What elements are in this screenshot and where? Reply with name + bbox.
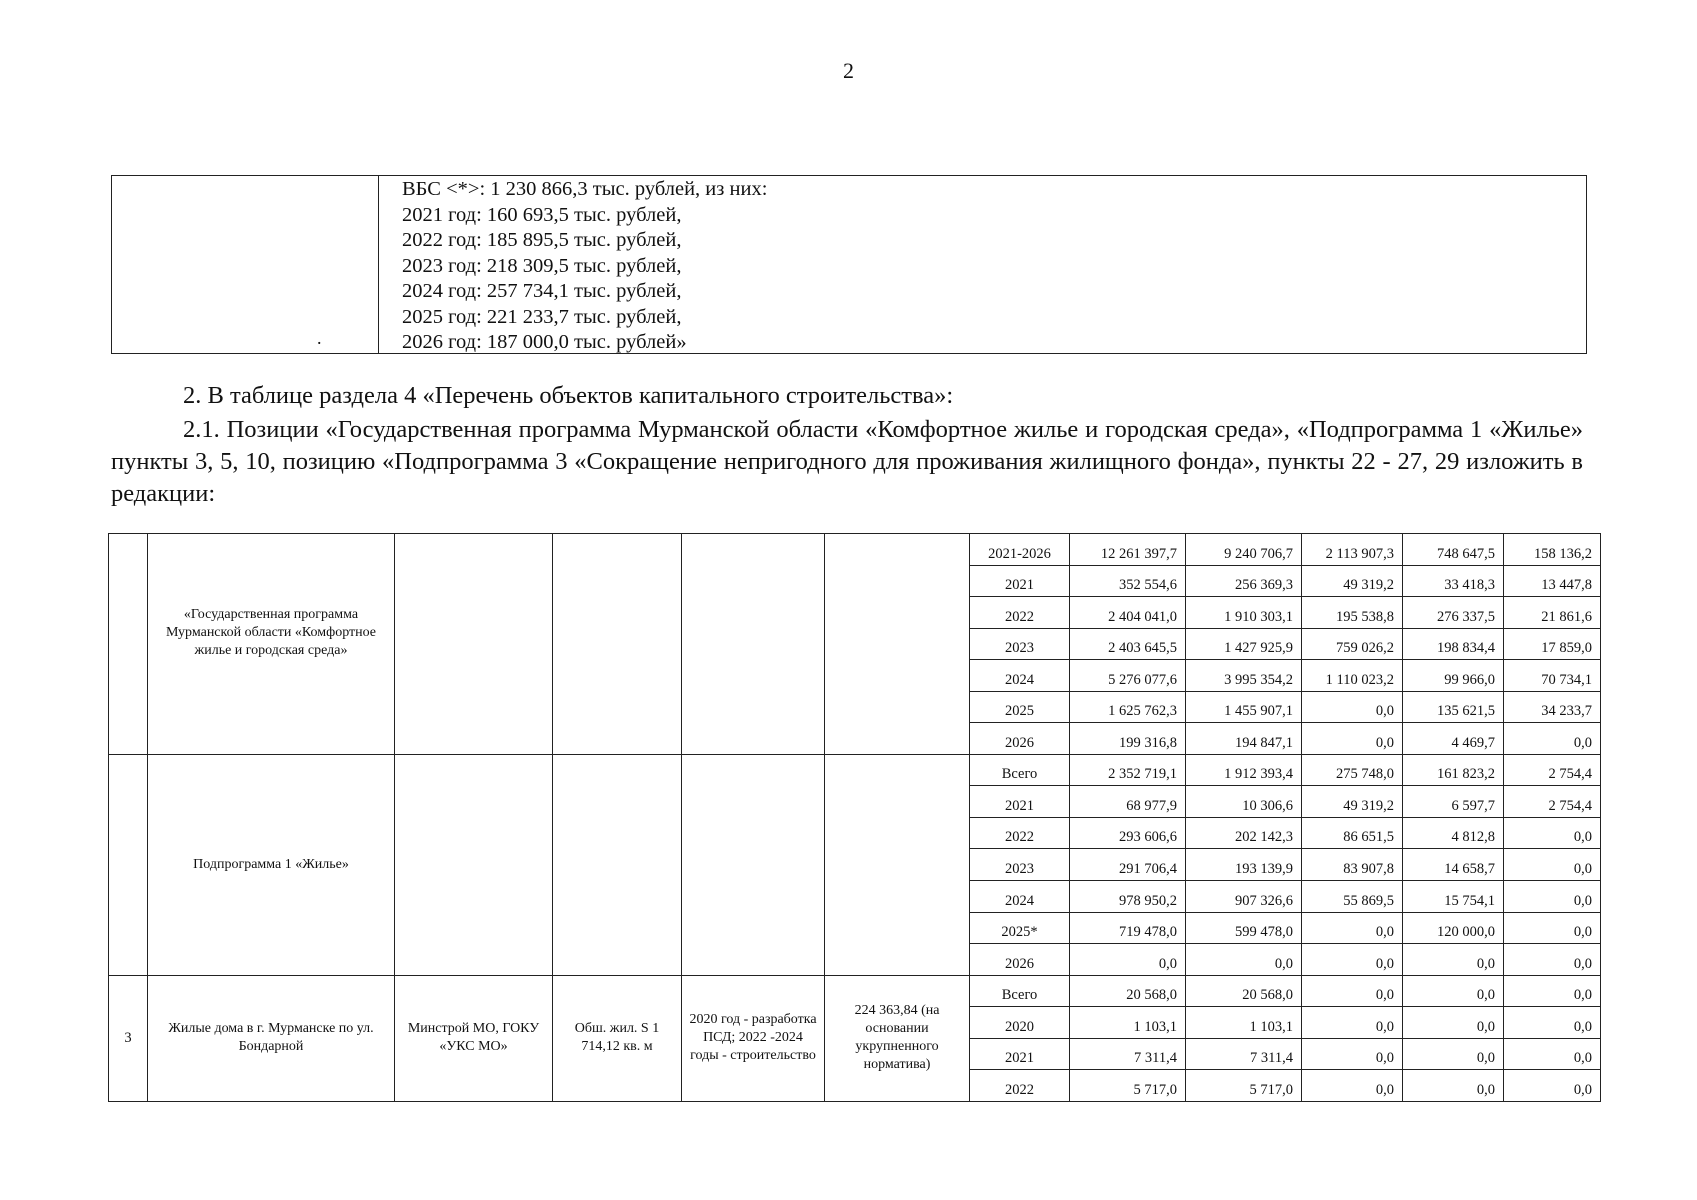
year-cell: Всего (970, 975, 1070, 1007)
amount-cell: 99 966,0 (1403, 660, 1504, 692)
row-number-cell (109, 534, 148, 755)
year-cell: 2022 (970, 597, 1070, 629)
amount-cell: 0,0 (1504, 723, 1601, 755)
page-number: 2 (843, 58, 854, 83)
amount-cell: 1 912 393,4 (1186, 754, 1302, 786)
amount-cell: 0,0 (1403, 975, 1504, 1007)
capacity-cell: Обш. жил. S 1 714,12 кв. м (553, 975, 682, 1101)
amount-cell: 198 834,4 (1403, 628, 1504, 660)
amount-cell: 10 306,6 (1186, 786, 1302, 818)
row-number-cell (109, 754, 148, 975)
amount-cell: 907 326,6 (1186, 881, 1302, 913)
funding-line: 2022 год: 185 895,5 тыс. рублей, (402, 229, 682, 251)
amount-cell: 193 139,9 (1186, 849, 1302, 881)
amount-cell: 2 754,4 (1504, 754, 1601, 786)
amount-cell: 0,0 (1302, 691, 1403, 723)
amount-cell: 0,0 (1504, 1070, 1601, 1102)
funding-line: 2021 год: 160 693,5 тыс. рублей, (402, 203, 682, 226)
amount-cell: 0,0 (1504, 975, 1601, 1007)
year-cell: 2025 (970, 691, 1070, 723)
paragraph-2: 2. В таблице раздела 4 «Перечень объектов капитального строительства»: (183, 382, 954, 409)
amount-cell: 1 910 303,1 (1186, 597, 1302, 629)
amount-cell: 0,0 (1504, 912, 1601, 944)
amount-cell: 7 311,4 (1186, 1038, 1302, 1070)
year-cell: 2020 (970, 1007, 1070, 1039)
amount-cell: 86 651,5 (1302, 817, 1403, 849)
amount-cell: 6 597,7 (1403, 786, 1504, 818)
period-cell: 2020 год - разработка ПСД; 2022 -2024 годы - строительство (682, 975, 825, 1101)
amount-cell: 1 103,1 (1070, 1007, 1186, 1039)
amount-cell: 5 717,0 (1186, 1070, 1302, 1102)
amount-cell: 0,0 (1186, 944, 1302, 976)
amount-cell: 7 311,4 (1070, 1038, 1186, 1070)
year-cell: 2024 (970, 881, 1070, 913)
funding-line: 2025 год: 221 233,7 тыс. рублей, (402, 305, 682, 328)
amount-cell: 0,0 (1302, 975, 1403, 1007)
year-cell: Всего (970, 754, 1070, 786)
amount-cell: 199 316,8 (1070, 723, 1186, 755)
amount-cell: 70 734,1 (1504, 660, 1601, 692)
paragraph-2-1: 2.1. Позиции «Государственная программа Мурманской области «Комфортное жилье и городская среда», «Подпрограмма 1 «Жилье» пункты 3, 5, 10, позицию «Подпрограмма 3 «Сокращение непригодного для проживания жилищного фонда», пункты 22 - 27, 29 изложить в редакции: (111, 416, 1583, 507)
year-cell: 2021 (970, 565, 1070, 597)
amount-cell: 1 455 907,1 (1186, 691, 1302, 723)
period-cell (682, 754, 825, 975)
table-row (109, 534, 1601, 566)
object-name-cell: Жилые дома в г. Мурманске по ул. Бондарной (148, 975, 395, 1101)
capital-construction-table (108, 533, 1601, 1102)
amount-cell: 978 950,2 (1070, 881, 1186, 913)
amount-cell: 135 621,5 (1403, 691, 1504, 723)
amount-cell: 49 319,2 (1302, 786, 1403, 818)
amount-cell: 4 812,8 (1403, 817, 1504, 849)
amount-cell: 0,0 (1504, 1038, 1601, 1070)
capacity-cell (553, 754, 682, 975)
year-cell: 2023 (970, 628, 1070, 660)
cost-cell: 224 363,84 (на основании укрупненного норматива) (825, 975, 970, 1101)
amount-cell: 1 103,1 (1186, 1007, 1302, 1039)
amount-cell: 21 861,6 (1504, 597, 1601, 629)
amount-cell: 0,0 (1403, 944, 1504, 976)
amount-cell: 0,0 (1302, 1007, 1403, 1039)
year-cell: 2026 (970, 944, 1070, 976)
object-name-cell: Подпрограмма 1 «Жилье» (148, 754, 395, 975)
amount-cell: 599 478,0 (1186, 912, 1302, 944)
amount-cell: 0,0 (1302, 723, 1403, 755)
amount-cell: 276 337,5 (1403, 597, 1504, 629)
amount-cell: 275 748,0 (1302, 754, 1403, 786)
amount-cell: 0,0 (1302, 1070, 1403, 1102)
amount-cell: 17 859,0 (1504, 628, 1601, 660)
amount-cell: 759 026,2 (1302, 628, 1403, 660)
executor-cell (395, 534, 553, 755)
year-cell: 2026 (970, 723, 1070, 755)
year-cell: 2024 (970, 660, 1070, 692)
amount-cell: 158 136,2 (1504, 534, 1601, 566)
amount-cell: 5 276 077,6 (1070, 660, 1186, 692)
funding-left-cell (112, 176, 379, 353)
amount-cell: 0,0 (1302, 912, 1403, 944)
amount-cell: 352 554,6 (1070, 565, 1186, 597)
funding-line: 2024 год: 257 734,1 тыс. рублей, (402, 280, 682, 302)
amount-cell: 20 568,0 (1186, 975, 1302, 1007)
funding-line: 2026 год: 187 000,0 тыс. рублей» (402, 331, 687, 353)
funding-lines (379, 176, 767, 353)
amount-cell: 161 823,2 (1403, 754, 1504, 786)
amount-cell: 0,0 (1504, 1007, 1601, 1039)
cost-cell (825, 754, 970, 975)
amount-cell: 15 754,1 (1403, 881, 1504, 913)
amount-cell: 0,0 (1504, 849, 1601, 881)
amount-cell: 0,0 (1302, 944, 1403, 976)
table-row (109, 754, 1601, 786)
year-cell: 2022 (970, 817, 1070, 849)
amount-cell: 748 647,5 (1403, 534, 1504, 566)
amount-cell: 0,0 (1504, 817, 1601, 849)
cost-cell (825, 534, 970, 755)
amount-cell: 195 538,8 (1302, 597, 1403, 629)
amount-cell: 3 995 354,2 (1186, 660, 1302, 692)
year-cell: 2023 (970, 849, 1070, 881)
executor-cell: Минстрой МО, ГОКУ «УКС МО» (395, 975, 553, 1101)
year-cell: 2021 (970, 1038, 1070, 1070)
amount-cell: 0,0 (1504, 881, 1601, 913)
amount-cell: 293 606,6 (1070, 817, 1186, 849)
amount-cell: 0,0 (1403, 1038, 1504, 1070)
amount-cell: 33 418,3 (1403, 565, 1504, 597)
amount-cell: 9 240 706,7 (1186, 534, 1302, 566)
amount-cell: 120 000,0 (1403, 912, 1504, 944)
amount-cell: 256 369,3 (1186, 565, 1302, 597)
amount-cell: 0,0 (1403, 1070, 1504, 1102)
capacity-cell (553, 534, 682, 755)
amount-cell: 2 113 907,3 (1302, 534, 1403, 566)
amount-cell: 2 403 645,5 (1070, 628, 1186, 660)
amount-cell: 20 568,0 (1070, 975, 1186, 1007)
funding-line: ВБС <*>: 1 230 866,3 тыс. рублей, из них: (402, 178, 768, 200)
amount-cell: 34 233,7 (1504, 691, 1601, 723)
table-row (109, 975, 1601, 1007)
amount-cell: 1 625 762,3 (1070, 691, 1186, 723)
amount-cell: 1 110 023,2 (1302, 660, 1403, 692)
amount-cell: 49 319,2 (1302, 565, 1403, 597)
amount-cell: 0,0 (1070, 944, 1186, 976)
amount-cell: 1 427 925,9 (1186, 628, 1302, 660)
executor-cell (395, 754, 553, 975)
amount-cell: 0,0 (1302, 1038, 1403, 1070)
amount-cell: 55 869,5 (1302, 881, 1403, 913)
amount-cell: 291 706,4 (1070, 849, 1186, 881)
year-cell: 2025* (970, 912, 1070, 944)
amount-cell: 14 658,7 (1403, 849, 1504, 881)
row-number-cell: 3 (109, 975, 148, 1101)
year-cell: 2021-2026 (970, 534, 1070, 566)
amount-cell: 2 404 041,0 (1070, 597, 1186, 629)
amount-cell: 83 907,8 (1302, 849, 1403, 881)
amount-cell: 2 754,4 (1504, 786, 1601, 818)
funding-left-mark: . (317, 328, 322, 348)
amount-cell: 68 977,9 (1070, 786, 1186, 818)
amount-cell: 4 469,7 (1403, 723, 1504, 755)
funding-line: 2023 год: 218 309,5 тыс. рублей, (402, 254, 682, 277)
amount-cell: 194 847,1 (1186, 723, 1302, 755)
amount-cell: 719 478,0 (1070, 912, 1186, 944)
period-cell (682, 534, 825, 755)
year-cell: 2022 (970, 1070, 1070, 1102)
amount-cell: 0,0 (1403, 1007, 1504, 1039)
year-cell: 2021 (970, 786, 1070, 818)
amount-cell: 5 717,0 (1070, 1070, 1186, 1102)
amount-cell: 202 142,3 (1186, 817, 1302, 849)
amount-cell: 12 261 397,7 (1070, 534, 1186, 566)
funding-box (111, 175, 1587, 354)
object-name-cell: «Государственная программа Мурманской области «Комфортное жилье и городская среда» (148, 534, 395, 755)
amount-cell: 0,0 (1504, 944, 1601, 976)
amount-cell: 13 447,8 (1504, 565, 1601, 597)
amount-cell: 2 352 719,1 (1070, 754, 1186, 786)
